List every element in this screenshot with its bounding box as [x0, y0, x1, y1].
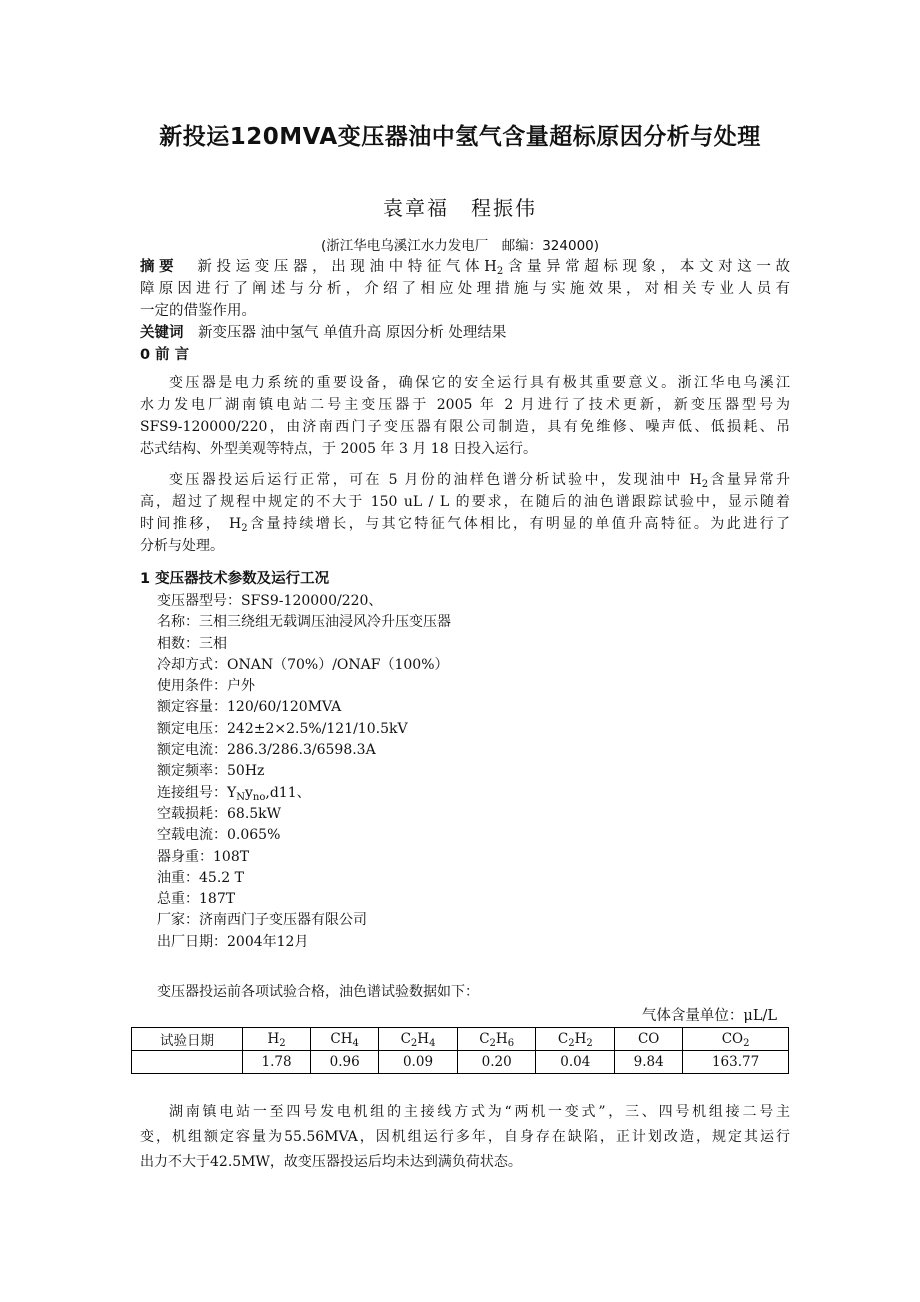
table-header-cell: $C_2H_6$ — [457, 1028, 536, 1051]
spec-item: 额定电压：242±2×2.5%/121/10.5kV — [157, 720, 408, 737]
paragraph-line: 出力不大于42.5MW，故变压器投运后均未达到满负荷状态。 — [140, 1154, 522, 1170]
keywords-text: 新变压器 油中氢气 单值升高 原因分析 处理结果 — [198, 325, 507, 341]
spec-item: 总重：187T — [157, 891, 236, 908]
spec-item: 空载损耗：68.5kW — [157, 805, 282, 822]
table-cell: 0.04 — [536, 1051, 615, 1074]
table-cell: 0.96 — [311, 1051, 379, 1074]
table-header-cell: $C_2H_4$ — [379, 1028, 458, 1051]
paragraph-line: 分析与处理。 — [140, 538, 224, 554]
table-cell-date — [132, 1051, 243, 1074]
paragraph-line: SFS9-120000/220，由济南西门子变压器有限公司制造，具有免维修、噪声低、低损耗、吊 — [140, 419, 790, 435]
abstract-block — [140, 256, 790, 366]
paragraph-line: 芯式结构、外型美观等特点，于 2005 年 3 月 18 日投入运行。 — [140, 441, 538, 457]
spec-item: 额定电流：286.3/286.3/6598.3A — [157, 742, 376, 759]
closing-paragraph — [140, 1100, 790, 1175]
spec-item: 额定频率：50Hz — [157, 763, 265, 780]
spec-list — [157, 591, 451, 953]
paragraph-line: 湖南镇电站一至四号发电机组的主接线方式为“两机一变式”，三、四号机组接二号主 — [169, 1104, 790, 1120]
paragraph-line: 变压器投运后运行正常，可在 5 月份的油样色谱分析试验中，发现油中 $H_2$含量异常升 — [169, 472, 791, 490]
table-cell: 9.84 — [615, 1051, 683, 1074]
section-heading: 1 变压器技术参数及运行工况 — [140, 571, 330, 587]
section-heading: 0 前 言 — [140, 347, 190, 363]
spec-item: 变压器型号：SFS9-120000/220、 — [157, 593, 383, 609]
spec-item: 额定容量：120/60/120MVA — [157, 699, 342, 716]
table-cell: 1.78 — [243, 1051, 311, 1074]
spec-item: 相数：三相 — [157, 635, 227, 652]
table-header-cell: CO — [615, 1028, 683, 1051]
abstract-label: 摘要 — [140, 259, 179, 275]
spec-item: 名称：三相三绕组无载调压油浸风冷升压变压器 — [157, 614, 451, 631]
table-cell: 163.77 — [683, 1051, 789, 1074]
table-row — [132, 1051, 789, 1074]
intro-paragraph-1 — [140, 372, 790, 460]
table-header-cell: 试验日期 — [132, 1028, 243, 1051]
spec-item: 器身重：108T — [157, 848, 250, 865]
spec-item: 出厂日期：2004年12月 — [157, 933, 309, 950]
abstract-line: 一定的借鉴作用。 — [140, 303, 256, 319]
table-header-cell: $C_2H_2$ — [536, 1028, 615, 1051]
table-intro: 变压器投运前各项试验合格，油色谱试验数据如下： — [157, 984, 479, 1000]
paper-title: 新投运120MVA变压器油中氢气含量超标原因分析与处理 — [159, 124, 761, 150]
spec-item-connection: 连接组号：$Y_Ny_{no},d11$、 — [157, 784, 311, 803]
table-header-cell: $CO_2$ — [683, 1028, 789, 1051]
abstract-line: 障原因进行了阐述与分析，介绍了相应处理措施与实施效果，对相关专业人员有 — [140, 281, 790, 297]
spec-item: 厂家：济南西门子变压器有限公司 — [157, 912, 367, 929]
paragraph-line: 水力发电厂湖南镇电站二号主变压器于 2005 年 2 月进行了技术更新，新变压器型号为 — [140, 397, 790, 413]
keywords-line — [140, 322, 790, 344]
gas-data-table — [131, 1027, 789, 1074]
affiliation: (浙江华电乌溪江水力发电厂 邮编：324000) — [320, 238, 600, 254]
table-header-row — [132, 1028, 789, 1051]
paragraph-line: 时间推移， $H_2$含量持续增长，与其它特征气体相比，有明显的单值升高特征。为此进行了 — [140, 516, 790, 534]
paragraph-line: 变压器是电力系统的重要设备，确保它的安全运行具有极其重要意义。浙江华电乌溪江 — [169, 375, 790, 391]
table-header-cell: $CH_4$ — [311, 1028, 379, 1051]
authors: 袁章福 程振伟 — [383, 196, 537, 220]
paragraph-line: 变，机组额定容量为55.56MVA，因机组运行多年，自身存在缺陷，正计划改造，规定其运行 — [140, 1129, 790, 1145]
table-cell: 0.09 — [379, 1051, 458, 1074]
paragraph-line: 高，超过了规程中规定的不大于 150 uL / L 的要求，在随后的油色谱跟踪试验中，显示随着 — [140, 494, 790, 510]
spec-item: 冷却方式：ONAN（70%）/ONAF（100%） — [157, 656, 449, 673]
intro-paragraph-2 — [140, 469, 790, 557]
unit-label: 气体含量单位：μL/L — [641, 1008, 777, 1024]
spec-item: 使用条件：户外 — [157, 678, 255, 695]
spec-item: 油重：45.2 T — [157, 869, 244, 886]
keywords-label: 关键词 — [140, 325, 184, 341]
abstract-line: 摘要 新投运变压器，出现油中特征气体$H_2$含量异常超标现象，本文对这一故 — [140, 259, 791, 277]
table-header-cell: $H_2$ — [243, 1028, 311, 1051]
spec-item: 空载电流：0.065% — [157, 827, 281, 844]
table-cell: 0.20 — [457, 1051, 536, 1074]
